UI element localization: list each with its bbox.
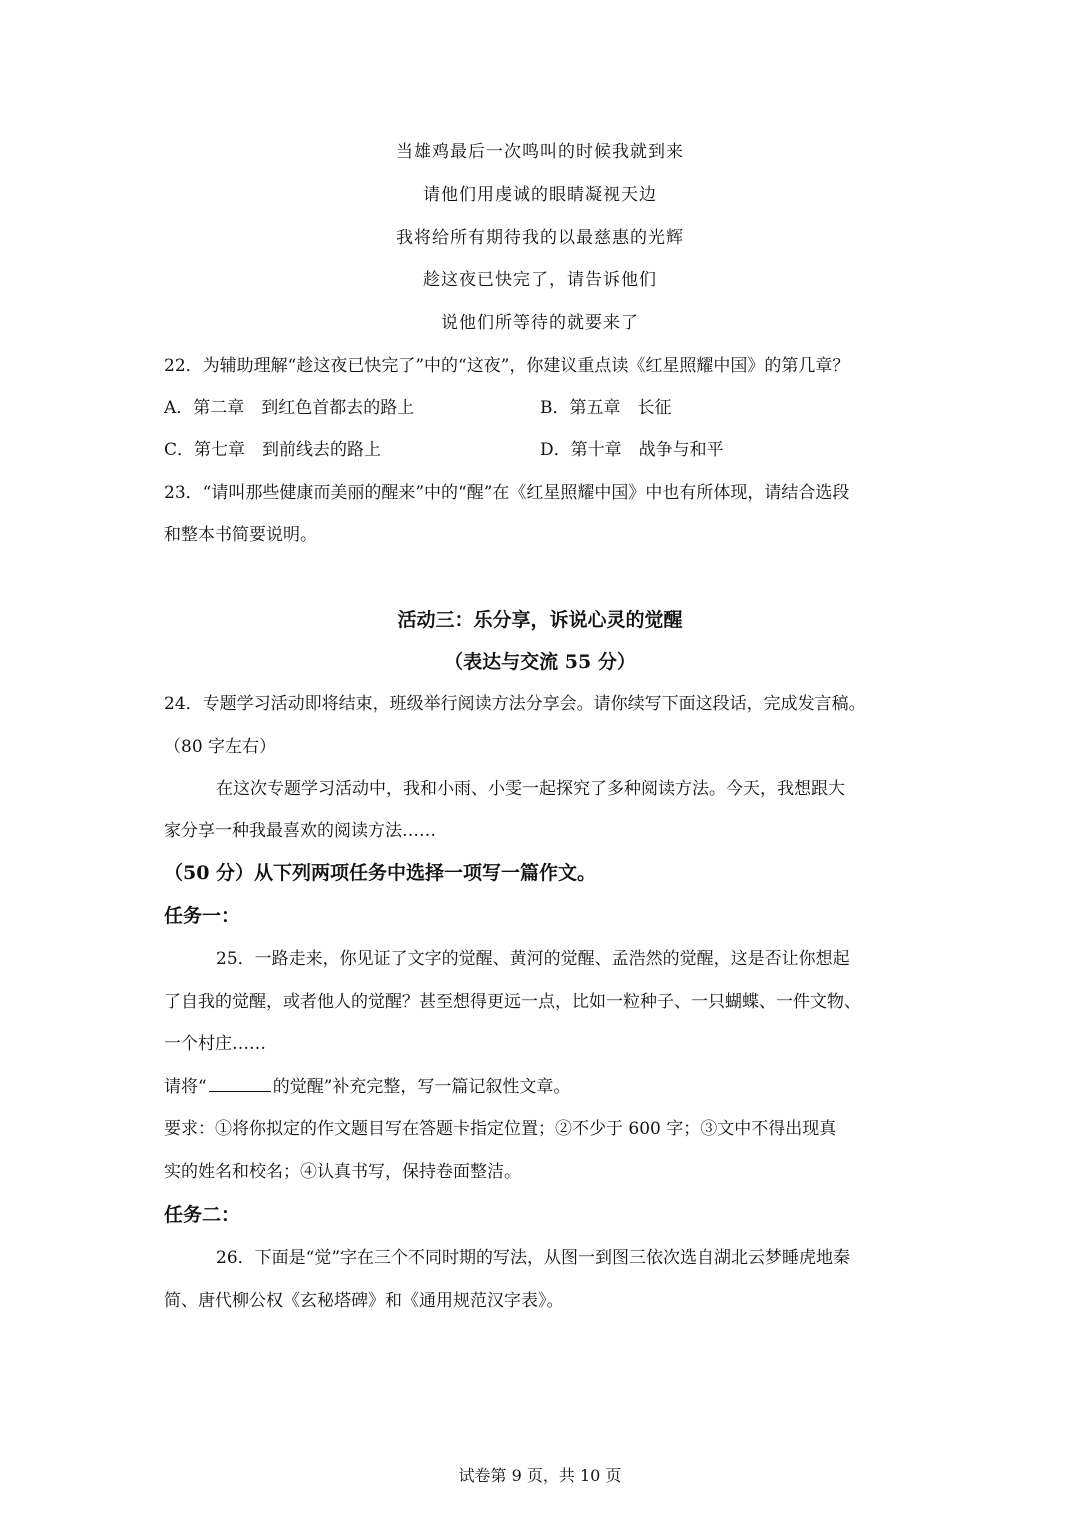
question-24-passage-line-2: 家分享一种我最喜欢的阅读方法……	[164, 821, 436, 841]
question-25-instruction	[164, 1077, 570, 1097]
question-26-line-2: 简、唐代柳公权《玄秘塔碑》和《通用规范汉字表》。	[164, 1291, 564, 1311]
activity-3-title: 活动三：乐分享，诉说心灵的觉醒	[397, 609, 683, 631]
question-25-line-2: 了自我的觉醒，或者他人的觉醒？甚至想得更远一点，比如一粒种子、一只蝴蝶、一件文物、	[164, 992, 861, 1012]
question-26-line-1: 26．下面是“觉”字在三个不同时期的写法，从图一到图三依次选自湖北云梦睡虎地秦	[216, 1248, 851, 1268]
essay-heading: （50 分）从下列两项任务中选择一项写一篇作文。	[164, 862, 597, 884]
poem-line-2: 请他们用虔诚的眼睛凝视天边	[423, 185, 657, 205]
poem-line-5: 说他们所等待的就要来了	[441, 313, 639, 333]
question-22-option-b: B．第五章 长征	[540, 398, 672, 418]
question-24-passage-line-1: 在这次专题学习活动中，我和小雨、小雯一起探究了多种阅读方法。今天，我想跟大	[216, 779, 845, 799]
fill-in-blank	[209, 1090, 271, 1092]
question-23-line-1: 23．“请叫那些健康而美丽的醒来”中的“醒”在《红星照耀中国》中也有所体现，请结合选段	[164, 483, 850, 503]
task-2-label: 任务二：	[164, 1204, 241, 1226]
question-25-line-3: 一个村庄……	[164, 1034, 266, 1054]
poem-line-4: 趁这夜已快完了，请告诉他们	[423, 270, 657, 290]
question-23-line-2: 和整本书简要说明。	[164, 525, 317, 545]
instruction-prefix: 请将“	[164, 1077, 207, 1097]
question-22-stem: 22．为辅助理解“趁这夜已快完了”中的“这夜”，你建议重点读《红星照耀中国》的第几章？	[164, 356, 850, 376]
question-22-option-d: D．第十章 战争与和平	[540, 440, 724, 460]
activity-3-subtitle: （表达与交流 55 分）	[444, 651, 636, 673]
poem-line-1: 当雄鸡最后一次鸣叫的时候我就到来	[396, 142, 684, 162]
task-1-label: 任务一：	[164, 905, 241, 927]
requirements-line-2: 实的姓名和校名；④认真书写，保持卷面整洁。	[164, 1162, 521, 1182]
question-24-line-2: （80 字左右）	[164, 737, 277, 757]
question-22-option-a: A．第二章 到红色首都去的路上	[164, 398, 415, 418]
poem-line-3: 我将给所有期待我的以最慈惠的光辉	[396, 228, 684, 248]
question-22-option-c: C．第七章 到前线去的路上	[164, 440, 382, 460]
requirements-line-1: 要求：①将你拟定的作文题目写在答题卡指定位置；②不少于 600 字；③文中不得出现真	[164, 1119, 837, 1139]
question-25-line-1: 25．一路走来，你见证了文字的觉醒、黄河的觉醒、孟浩然的觉醒，这是否让你想起	[216, 949, 850, 969]
page-footer: 试卷第 9 页，共 10 页	[458, 1466, 622, 1485]
instruction-suffix: 的觉醒”补充完整，写一篇记叙性文章。	[272, 1077, 571, 1097]
question-24-line-1: 24．专题学习活动即将结束，班级举行阅读方法分享会。请你续写下面这段话，完成发言稿。	[164, 694, 866, 714]
